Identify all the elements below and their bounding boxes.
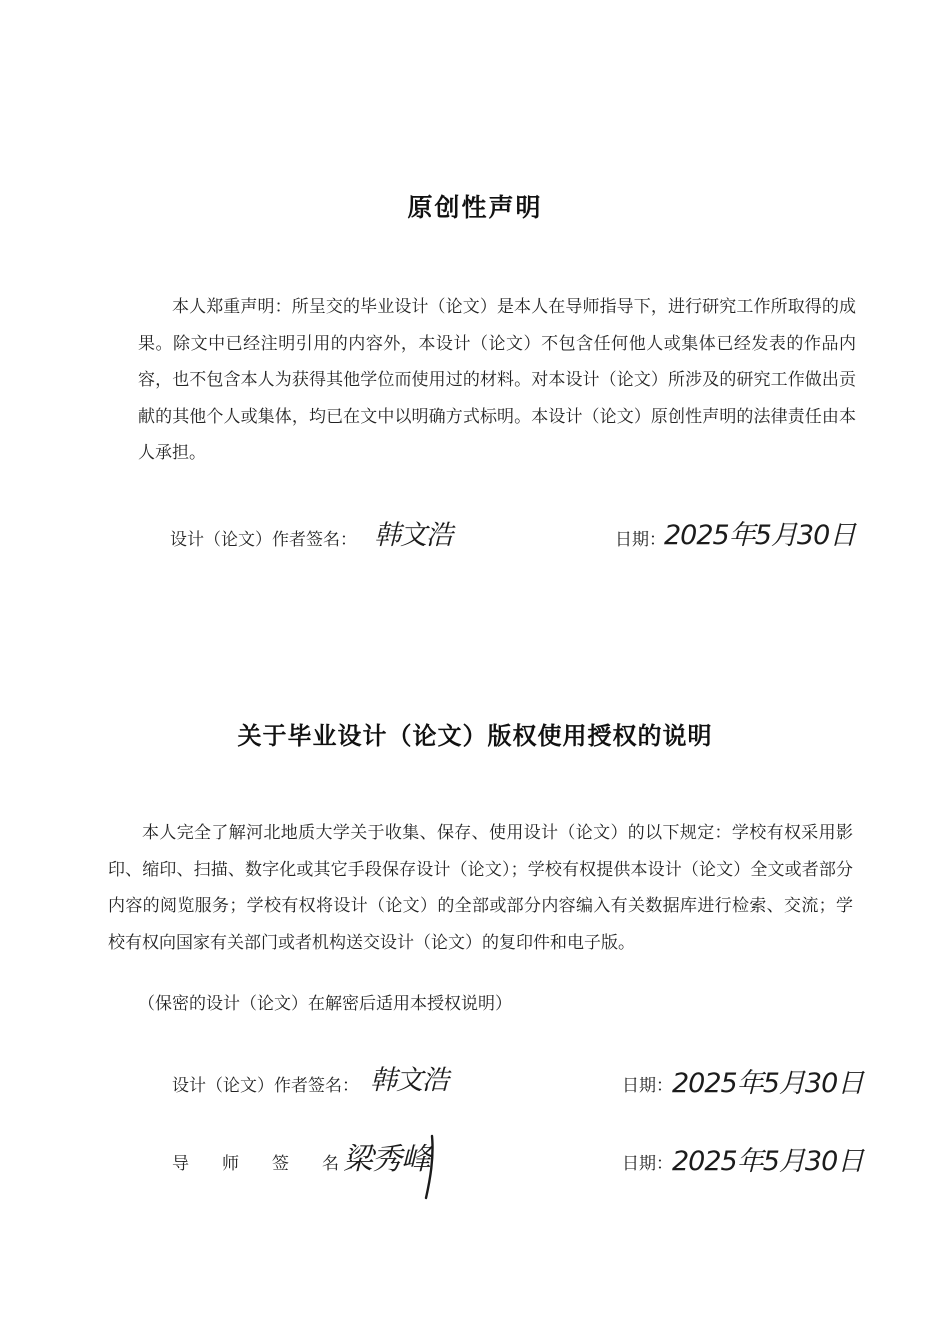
- originality-statement-body: 本人郑重声明：所呈交的毕业设计（论文）是本人在导师指导下，进行研究工作所取得的成果。除文中已经注明引用的内容外，本设计（论文）不包含任何他人或集体已经发表的作品内容，也不包含本人为获得其他学位而使用过的材料。对本设计（论文）所涉及的研究工作做出贡献的其他个人或集体，均已在文中以明确方式标明。本设计（论文）原创性声明的法律责任由本人承担。: [138, 297, 856, 463]
- copyright-author-date-label: 日期：: [622, 1076, 673, 1096]
- copyright-authorization-title: 关于毕业设计（论文）版权使用授权的说明: [237, 722, 713, 750]
- copyright-authorization-body: 本人完全了解河北地质大学关于收集、保存、使用设计（论文）的以下规定：学校有权采用影印、缩印、扫描、数字化或其它手段保存设计（论文）；学校有权提供本设计（论文）全文或者部分内容的阅览服务；学校有权将设计（论文）的全部或部分内容编入有关数据库进行检索、交流；学校有权向国家有关部门或者机构送交设计（论文）的复印件和电子版。: [108, 823, 853, 953]
- originality-statement-title: 原创性声明: [407, 193, 543, 222]
- confidential-note: （保密的设计（论文）在解密后适用本授权说明）: [138, 994, 512, 1014]
- advisor-label: 导 师 签 名：: [172, 1154, 372, 1174]
- copyright-author-label: 设计（论文）作者签名：: [172, 1076, 359, 1096]
- originality-date-label: 日期：: [615, 530, 666, 550]
- advisor-date-value: 2025年5月30日: [672, 1146, 864, 1177]
- originality-author-label: 设计（论文）作者签名：: [170, 530, 357, 550]
- copyright-author-signature: 韩文浩: [370, 1065, 448, 1096]
- advisor-date-label: 日期：: [622, 1154, 673, 1174]
- originality-author-signature: 韩文浩: [374, 520, 452, 551]
- advisor-signature-flourish: [340, 1128, 450, 1203]
- advisor-signature: 梁秀峰: [343, 1142, 430, 1177]
- originality-date-value: 2025年5月30日: [664, 520, 856, 551]
- copyright-author-date-value: 2025年5月30日: [672, 1068, 864, 1099]
